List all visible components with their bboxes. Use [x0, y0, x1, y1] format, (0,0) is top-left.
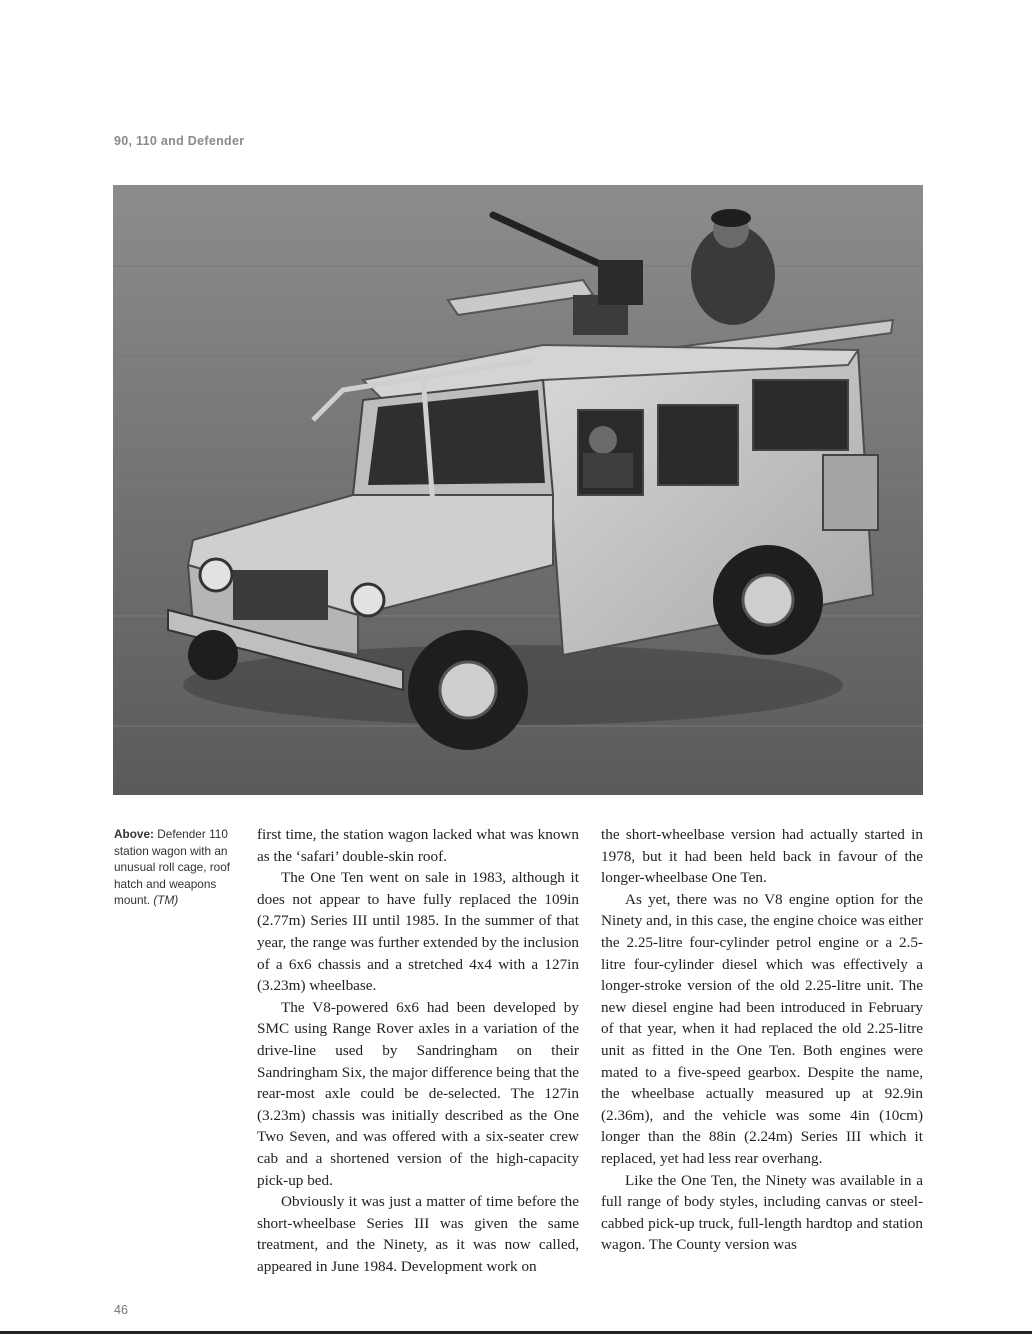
paragraph: The One Ten went on sale in 1983, although it does not appear to have fully replaced the 109in (2.77m) Series III until 1985. In the summer of that year, the range was further extended by the inclusion of a 6x6 chassis and a stretched 4x4 with a 127in (3.23m) wheelbase.: [257, 869, 579, 995]
paragraph: The V8-powered 6x6 had been developed by SMC using Range Rover axles in a variation of the drive-line used by Sandringham on their Sandringham Six, the major difference being that the rear-most axle could be de-selected. The 127in (3.23m) chassis was initially described as the One Two Seven, and was offered with a six-seater crew cab and a shortened version of the high-capacity pick-up bed.: [257, 998, 579, 1189]
paragraph: first time, the station wagon lacked what was known as the ‘safari’ double-skin roof.: [257, 826, 579, 865]
body-column-right: [601, 824, 923, 1256]
paragraph: the short-wheelbase version had actually started in 1978, but it had been held back in favour of the longer-wheelbase One Ten.: [601, 826, 923, 887]
caption-lead: Above:: [114, 827, 154, 841]
caption-text: Defender 110 station wagon with an unusual roll cage, roof hatch and weapons mount.: [114, 827, 231, 908]
body-column-left: [257, 824, 579, 1277]
paragraph: Like the One Ten, the Ninety was available in a full range of body styles, including canvas or steel-cabbed pick-up truck, full-length hardtop and station wagon. The County version was: [601, 1171, 923, 1254]
paragraph: Obviously it was just a matter of time before the short-wheelbase Series III was given the same treatment, and the Ninety, as it was now called, appeared in June 1984. Development work on: [257, 1193, 579, 1275]
page-number: 46: [114, 1303, 128, 1317]
caption-credit: (TM): [153, 893, 179, 908]
paragraph: As yet, there was no V8 engine option for the Ninety and, in this case, the engine choice was either the 2.25-litre four-cylinder petrol engine or a 2.5-litre four-cylinder diesel which was effectively a longer-stroke version of the old 2.25-litre unit. The new diesel engine had been introduced in February of that year, when it had replaced the old 2.25-litre unit as fitted in the One Ten. Both engines were mated to a five-speed gearbox. Despite the name, the wheelbase actually measured up at 92.9in (2.36m), and the vehicle was some 4in (10cm) longer than the 88in (2.24m) Series III which it replaced, yet had less rear overhang.: [601, 890, 923, 1167]
running-head: 90, 110 and Defender: [114, 134, 245, 148]
photo-caption: [114, 826, 239, 909]
vehicle-photo: [113, 185, 923, 795]
